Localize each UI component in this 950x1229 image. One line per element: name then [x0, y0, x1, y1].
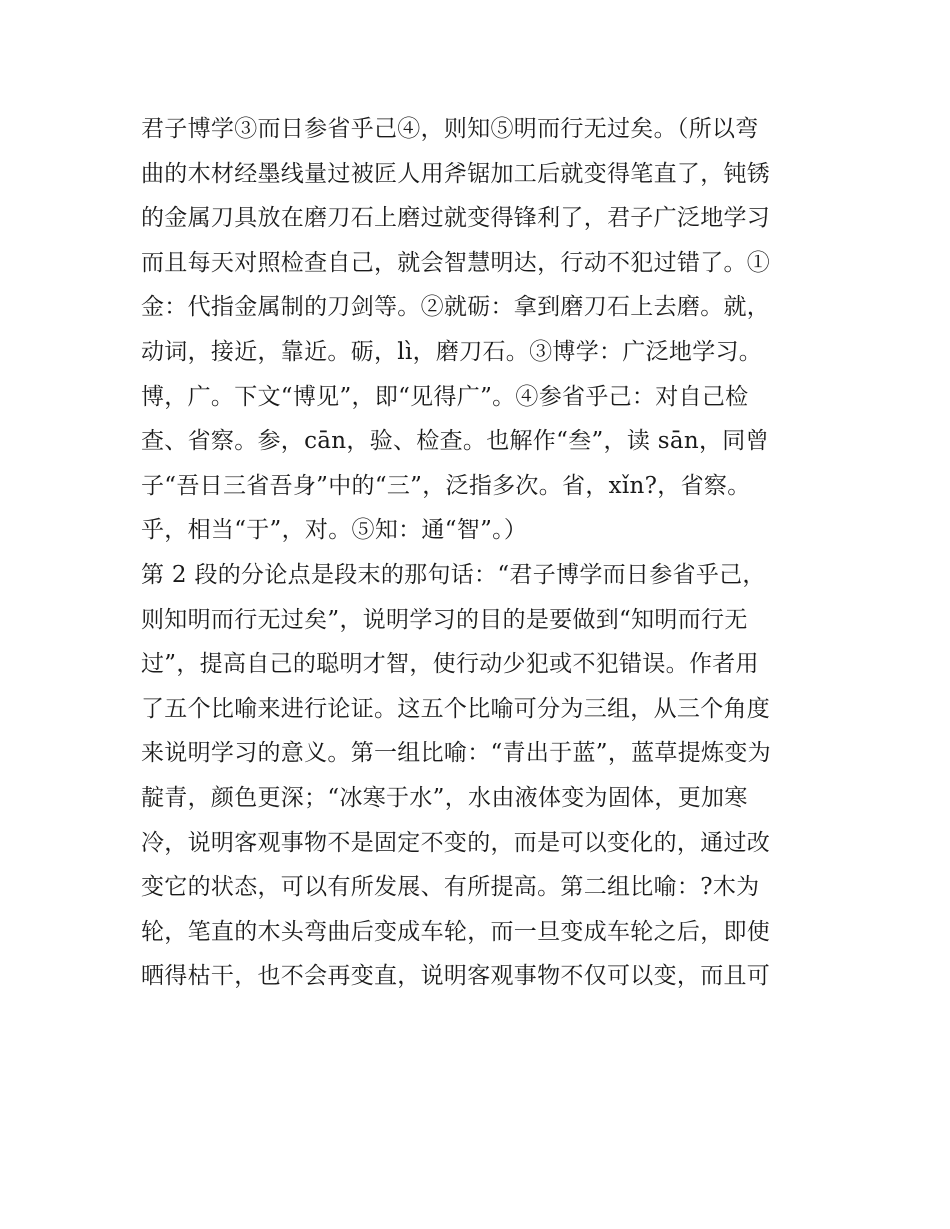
text-line: 子“吾日三省吾身”中的“三”，泛指多次。省，xǐn?，省察。 — [141, 472, 751, 499]
text-line: 动词，接近，靠近。砺，lì，磨刀石。③博学：广泛地学习。 — [141, 338, 763, 365]
text-line: 了五个比喻来进行论证。这五个比喻可分为三组，从三个角度 — [141, 695, 771, 722]
text-line: 晒得枯干，也不会再变直，说明客观事物不仅可以变，而且可 — [141, 963, 771, 990]
text-line: 的金属刀具放在磨刀石上磨过就变得锋利了，君子广泛地学习 — [141, 205, 771, 232]
text-line: 轮，笔直的木头弯曲后变成车轮，而一旦变成车轮之后，即使 — [141, 918, 771, 945]
text-line: 博，广。下文“博见”，即“见得广”。④参省乎己：对自己检 — [141, 383, 749, 410]
body-text — [141, 107, 821, 999]
text-line: 来说明学习的意义。第一组比喻：“青出于蓝”，蓝草提炼变为 — [141, 740, 771, 767]
text-line: 君子博学③而日参省乎己④，则知⑤明而行无过矣。（所以弯 — [141, 116, 759, 142]
text-line: 靛青，颜色更深；“冰寒于水”，水由液体变为固体，更加寒 — [141, 784, 748, 811]
text-line: 则知明而行无过矣”，说明学习的目的是要做到“知明而行无 — [141, 606, 748, 633]
text-line: 过”，提高自己的聪明才智，使行动少犯或不犯错误。作者用 — [141, 651, 759, 678]
text-line: 第 2 段的分论点是段末的那句话：“君子博学而日参省乎己， — [141, 561, 766, 588]
text-line: 曲的木材经墨线量过被匠人用斧锯加工后就变得笔直了，钝锈 — [141, 160, 771, 187]
text-line: 金：代指金属制的刀剑等。②就砺：拿到磨刀石上去磨。就， — [141, 294, 771, 321]
text-line: 而且每天对照检查自己，就会智慧明达，行动不犯过错了。① — [141, 249, 771, 276]
text-line: 变它的状态，可以有所发展、有所提高。第二组比喻：?木为 — [141, 874, 760, 901]
text-line: 查、省察。参，cān，验、检查。也解作“叁”，读 sān，同曾 — [141, 428, 769, 455]
text-line: 乎，相当“于”，对。⑤知：通“智”。） — [141, 517, 528, 544]
text-line: 冷，说明客观事物不是固定不变的，而是可以变化的，通过改 — [141, 829, 771, 856]
